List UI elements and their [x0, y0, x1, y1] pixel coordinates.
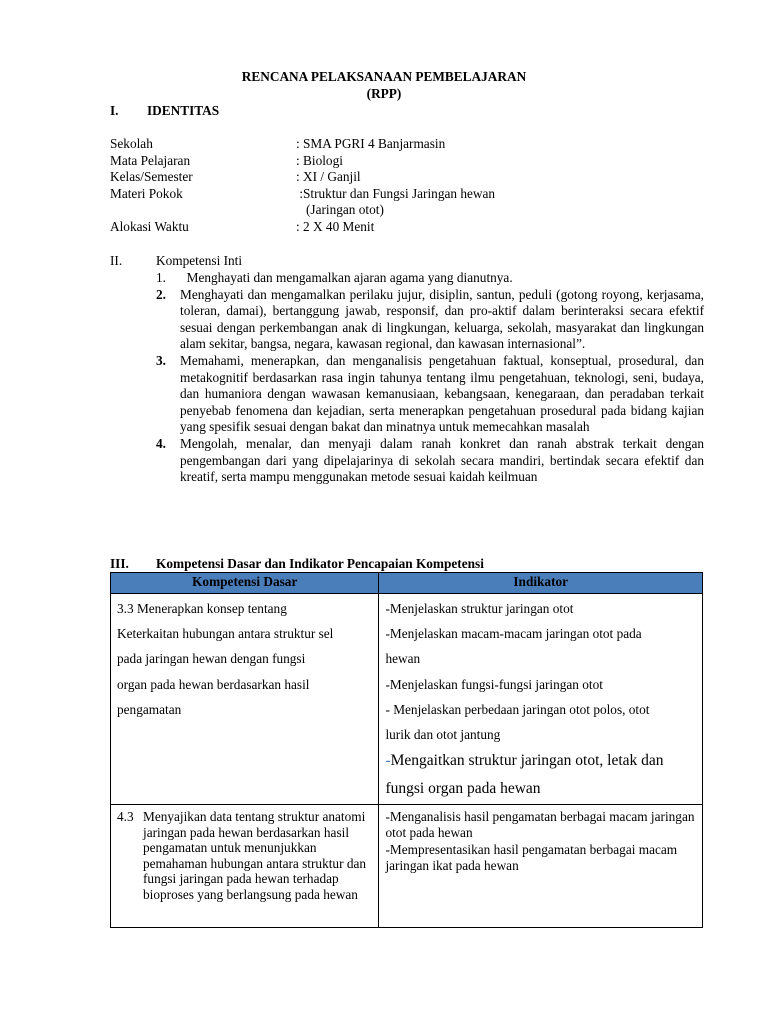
identity-value: (Jaringan otot): [296, 202, 384, 218]
indicator-line: - Menjelaskan perbedaan jaringan otot polos, otot: [385, 701, 650, 717]
list-item-text: Menghayati dan mengamalkan ajaran agama yang dianutnya.: [180, 270, 513, 285]
kd-item: [117, 809, 372, 903]
table-row: [111, 594, 703, 805]
table-cell-indikator: [379, 594, 703, 805]
list-item: [156, 353, 704, 436]
list-item-number: 2.: [156, 286, 166, 302]
column-header-indikator: Indikator: [379, 573, 703, 594]
section-number: II.: [110, 253, 123, 268]
identity-row: [110, 153, 670, 170]
kd-line: pada jaringan hewan dengan fungsi: [117, 651, 306, 667]
table-cell-kd: [111, 594, 379, 805]
kd-line: Keterkaitan hubungan antara struktur sel: [117, 626, 334, 642]
indicator-line-large: [385, 747, 696, 775]
section-title: Kompetensi Dasar dan Indikator Pencapaian Kompetensi: [156, 556, 484, 571]
indicator-line: -Mempresentasikan hasil pengamatan berbagai macam jaringan ikat pada hewan: [385, 841, 678, 874]
identity-row: [110, 186, 670, 203]
table-row: [111, 805, 703, 928]
kd-number: 4.3: [117, 809, 134, 824]
indicator-dash: -: [385, 752, 391, 770]
identity-row: [110, 202, 670, 219]
list-item-text: Mengolah, menalar, dan menyaji dalam ranah konkret dan ranah abstrak terkait dengan pengembangan dari yang dipelajarinya di sekolah secara mandiri, bertindak secara efektif dan kreatif, serta mampu menggunakan metode sesuai kaidah keilmuan: [180, 435, 704, 485]
kd-line: pengamatan: [117, 701, 182, 717]
title-line-2: (RPP): [366, 86, 402, 101]
identity-value: : 2 X 40 Menit: [296, 218, 375, 234]
identity-row: [110, 219, 670, 236]
list-item-number: 3.: [156, 352, 166, 368]
identity-label: Kelas/Semester: [110, 169, 193, 185]
list-item-text: Memahami, menerapkan, dan menganalisis pengetahuan faktual, konseptual, prosedural, dan metakognitif berdasarkan rasa ingin tahunya tentang ilmu pengetahuan, teknologi, seni, budaya, dan humaniora dengan wawasan kemanusiaan, kebangsaan, kenegaraan, dan peradaban terkait penyebab fenomena dan kejadian, serta menerapkan pengetahuan prosedural pada bidang kajian yang spesifik sesuai dengan bakat dan minatnya untuk memecahkan masalah: [180, 352, 704, 435]
indicator-line: hewan: [385, 651, 421, 667]
indicator-line: -Menganalisis hasil pengamatan berbagai macam jaringan otot pada hewan: [385, 809, 695, 841]
identity-list: [110, 136, 670, 236]
identity-value: : XI / Ganjil: [296, 169, 361, 185]
table-header-row: [111, 573, 703, 594]
table-cell-kd: [111, 805, 379, 928]
kd-text: Menyajikan data tentang struktur anatomi jaringan pada hewan berdasarkan hasil pengamatan untuk menunjukkan pemahaman hubungan antara struktur dan fungsi jaringan pada hewan terhadap bioproses yang berlangsung pada hewan: [143, 809, 367, 902]
list-item: [156, 436, 704, 486]
list-item-text: Menghayati dan mengamalkan perilaku jujur, disiplin, santun, peduli (gotong royong, kerjasama, toleran, damai), bertanggung jawab, responsif, dan pro-aktif dalam berinteraksi secara efektif sesuai dengan perkembangan anak di lingkungan, keluarga, sekolah, masyarakat dan lingkungan alam sekitar, bangsa, negara, kawasan regional, dan kawasan internasional”.: [180, 286, 704, 352]
column-header-kd: Kompetensi Dasar: [111, 573, 379, 594]
indicator-line: -Menjelaskan fungsi-fungsi jaringan otot: [385, 676, 603, 692]
indicator-line: -Menjelaskan struktur jaringan otot: [385, 601, 574, 616]
document-title: [0, 69, 768, 103]
section-identitas-heading: [110, 103, 410, 120]
list-item: [156, 270, 704, 287]
section-number: III.: [110, 556, 129, 571]
kd-indicator-table: [110, 572, 703, 928]
ki-list: [156, 270, 704, 486]
section-title: Kompetensi Inti: [156, 253, 243, 268]
title-line-1: RENCANA PELAKSANAAN PEMBELAJARAN: [241, 69, 527, 84]
identity-label: Alokasi Waktu: [110, 218, 189, 234]
section-kd-heading: [110, 556, 710, 573]
table-cell-indikator: [379, 805, 703, 928]
kd-line: 3.3 Menerapkan konsep tentang: [117, 601, 287, 616]
identity-value: : Biologi: [296, 152, 343, 168]
list-item: [156, 287, 704, 353]
identity-value: :Struktur dan Fungsi Jaringan hewan: [296, 185, 496, 201]
indicator-line: lurik dan otot jantung: [385, 727, 501, 743]
list-item-number: 4.: [156, 435, 166, 451]
section-number: I.: [110, 103, 119, 118]
section-title: IDENTITAS: [147, 103, 220, 118]
kd-line: organ pada hewan berdasarkan hasil: [117, 676, 310, 692]
indicator-line: -Menjelaskan macam-macam jaringan otot pada: [385, 626, 642, 642]
indicator-text: Mengaitkan struktur jaringan otot, letak dan: [390, 752, 664, 770]
list-item-number: 1.: [156, 270, 166, 285]
identity-row: [110, 169, 670, 186]
indicator-line-large: fungsi organ pada hewan: [385, 780, 541, 798]
identity-label: Mata Pelajaran: [110, 152, 191, 168]
identity-label: Materi Pokok: [110, 185, 183, 201]
identity-label: Sekolah: [110, 136, 153, 151]
identity-value: : SMA PGRI 4 Banjarmasin: [296, 136, 446, 151]
identity-row: [110, 136, 670, 153]
